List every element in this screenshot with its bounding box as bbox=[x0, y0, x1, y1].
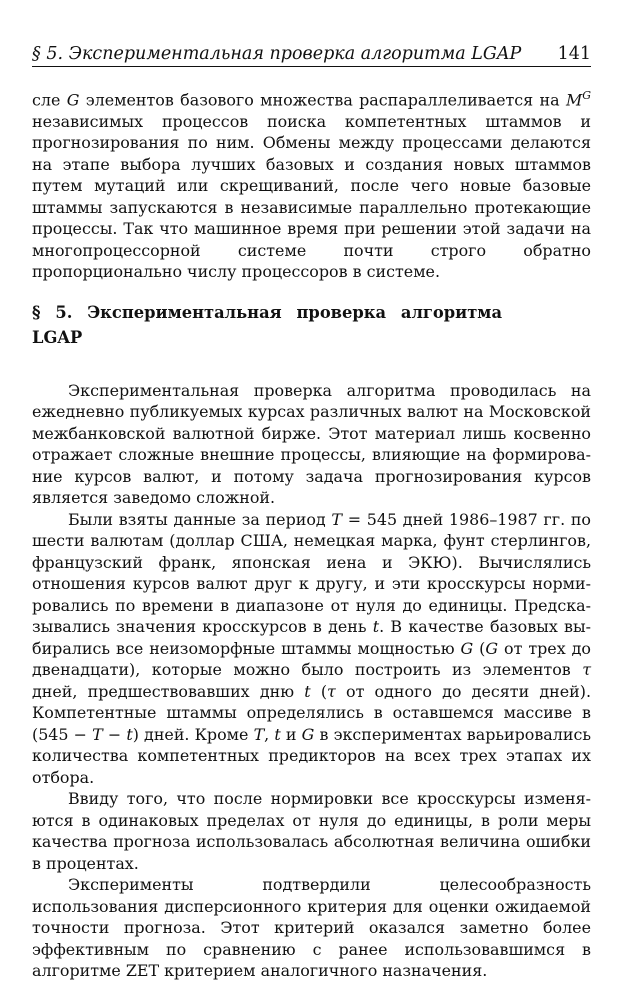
math-symbol: t bbox=[372, 617, 380, 637]
math-symbol: T bbox=[92, 724, 103, 744]
paragraph: Ввиду того, что после нормировки все кросскурсы изменяются в одинаковых пределах от нуля до единицы, в роли меры качества прогноза использовалась абсолютная величина ошибки в процентах. bbox=[32, 789, 591, 873]
math-symbol: M bbox=[565, 90, 583, 110]
math-symbol: T bbox=[253, 724, 265, 744]
paragraph: Были взяты данные за период T = 545 дней 1986–1987 гг. по шести валютам (доллар США, немецкая марка, фунт стерлингов, французский франк, японская иена и ЭКЮ). Вычислялись отношения курсов валют друг к другу, и эти кросскурсы нормировались по времени в диапазоне от нуля до единицы. Предсказывались значения кросскурсов в день t. В качестве базовых выбирались все неизоморфные штаммы мощностью G (G от трех до двенадцати), которые можно было построить из элементов τ дней, предшествовавших дню t (τ от одного до десяти дней). Компетентные штаммы определялись в оставшемся массиве в (545 − T − t) дней. Кроме T, t и G в экспериментах варьировались количества компетентных предикторов на всех трех этапах их отбора. bbox=[32, 509, 592, 787]
math-symbol: t bbox=[304, 681, 311, 701]
math-symbol: t bbox=[274, 724, 281, 744]
math-symbol: G bbox=[460, 638, 474, 658]
page-number: 141 bbox=[557, 44, 591, 64]
paragraph: сле G элементов базового множества распараллеливается на $M^G$ независимых процессов поиска компетентных штаммов и прогнозирования по ним. Обмены между процессами делаются на этапе выбора лучших базовых и создания новых штаммов путем мутаций или скрещиваний, после чего новые базовые штаммы запускаются в независимые параллельно протекающие процессы. Так что машинное время при решении этой задачи на многопроцессорной системе почти строго обратно пропорционально числу процессоров в системе. bbox=[32, 89, 592, 282]
math-symbol: τ bbox=[327, 681, 336, 701]
paragraph: Экспериментальная проверка алгоритма проводилась на ежедневно публикуемых курсах различных валют на Московской межбанковской валютной бирже. Этот материал лишь косвенно отражает сложные внешние процессы, влияющие на формирование курсов валют, и потому задача прогнозирования курсов является заведомо сложной. bbox=[32, 380, 591, 508]
section-heading: § 5. Экспериментальная проверка алгоритма LGAP bbox=[32, 302, 502, 347]
running-head-title: § 5. Экспериментальная проверка алгоритма LGAP bbox=[32, 44, 522, 64]
math-symbol: G bbox=[66, 90, 80, 110]
running-head bbox=[32, 42, 591, 67]
math-symbol: G bbox=[485, 638, 499, 658]
body-text bbox=[32, 85, 591, 982]
math-symbol: τ bbox=[582, 660, 591, 680]
paragraph: Эксперименты подтвердили целесообразность использования дисперсионного критерия для оценки ожидаемой точности прогноза. Этот критерий оказался заметно более эффективным по сравнению с ранее использовавшимся в алгоритме ZET критерием аналогичного назначения. bbox=[32, 875, 591, 981]
math-symbol: T bbox=[331, 509, 343, 529]
book-page bbox=[32, 42, 591, 982]
math-symbol: t bbox=[126, 724, 133, 744]
math-symbol: G bbox=[301, 724, 315, 744]
math-superscript: G bbox=[582, 89, 592, 102]
